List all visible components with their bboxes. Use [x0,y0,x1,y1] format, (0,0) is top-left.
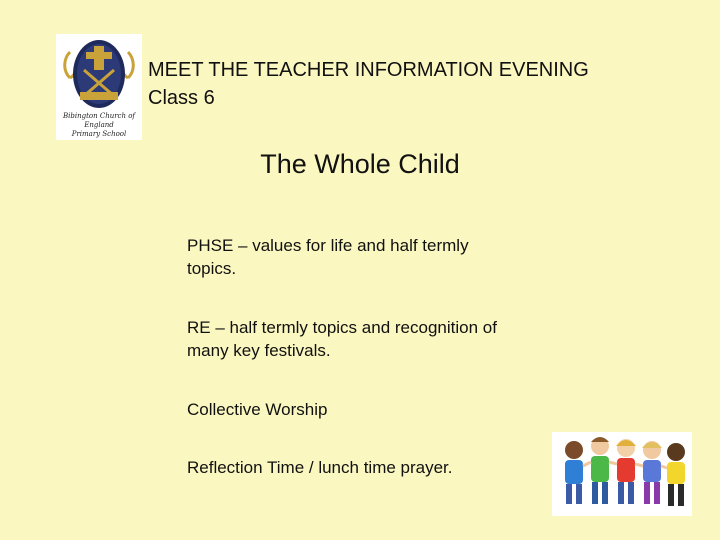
children-holding-hands-icon [552,432,692,516]
class-heading: Class 6 [148,87,215,109]
school-logo [56,34,142,140]
bullet-item [187,398,547,421]
bullet-line: many key festivals. [187,341,331,360]
school-crest-icon [56,34,142,114]
event-heading: MEET THE TEACHER INFORMATION EVENING [148,59,589,81]
bullet-line: PHSE – values for life and half termly [187,236,469,255]
bullet-line: Collective Worship [187,400,328,419]
logo-caption-line: Primary School [71,130,127,138]
logo-caption-line: Bibington Church of England [62,112,136,129]
bullet-item [187,456,547,479]
bullet-line: topics. [187,259,237,278]
slide-title: The Whole Child [260,149,460,179]
bullet-item [187,316,547,362]
bullet-line: RE – half termly topics and recognition of [187,318,497,337]
children-clipart [552,432,692,516]
logo-caption [58,112,140,139]
slide-header [148,56,589,112]
bullet-item [187,234,547,280]
bullet-line: Reflection Time / lunch time prayer. [187,458,453,477]
